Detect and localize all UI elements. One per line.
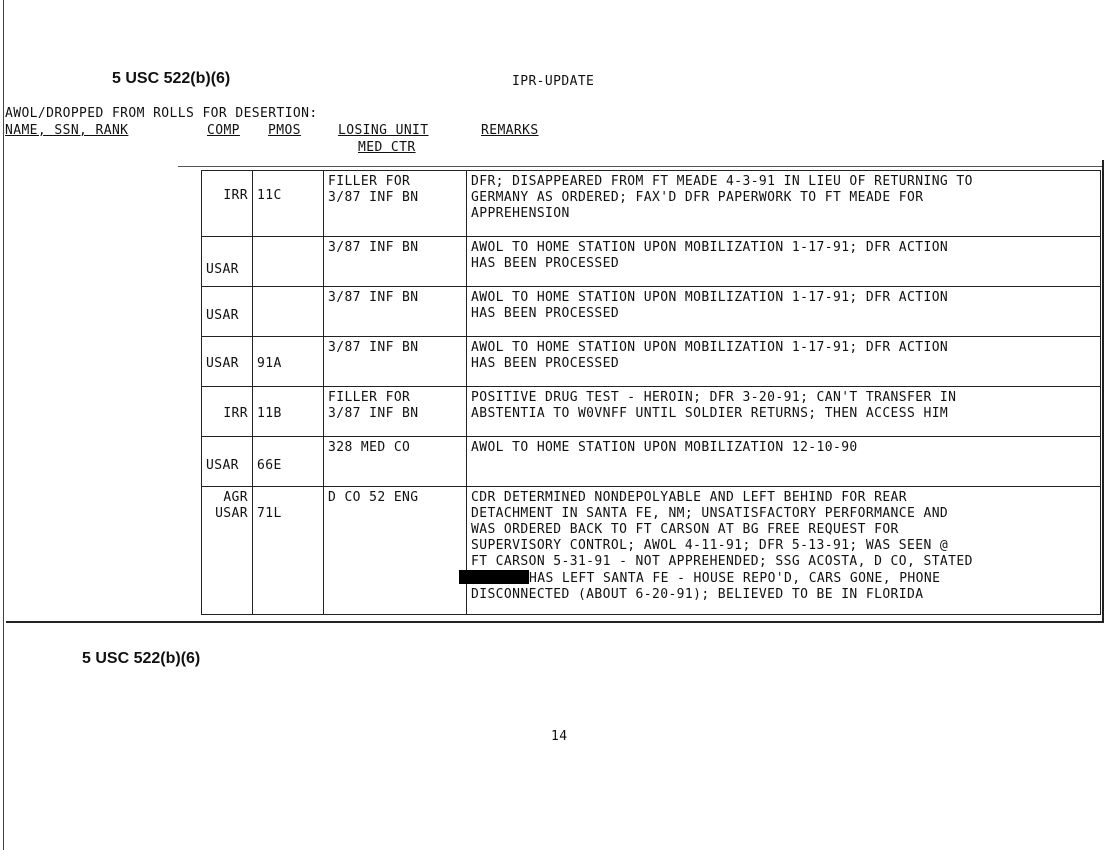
table-row [202, 437, 1101, 487]
comp-cell: AGR USAR [202, 487, 253, 615]
column-header-pmos: PMOS [268, 123, 301, 138]
losing-unit-cell: 328 MED CO [324, 437, 467, 487]
pmos-cell: 66E [253, 437, 324, 487]
column-header-losing-unit: LOSING UNIT [338, 123, 429, 138]
comp-cell: USAR [202, 337, 253, 387]
pmos-cell: 91A [253, 337, 324, 387]
table-row [202, 487, 1101, 615]
page-number: 14 [551, 729, 568, 744]
table-row [202, 237, 1101, 287]
pmos-cell: 11C [253, 171, 324, 237]
column-header-remarks: REMARKS [481, 123, 539, 138]
table-top-rule [178, 166, 1102, 167]
pmos-cell [253, 237, 324, 287]
table-row [202, 337, 1101, 387]
remarks-cell: AWOL TO HOME STATION UPON MOBILIZATION 12-10-90 [467, 437, 1101, 487]
remarks-cell: AWOL TO HOME STATION UPON MOBILIZATION 1-17-91; DFR ACTION HAS BEEN PROCESSED [467, 337, 1101, 387]
losing-unit-cell: FILLER FOR 3/87 INF BN [324, 171, 467, 237]
remarks-cell: CDR DETERMINED NONDEPOLYABLE AND LEFT BEHIND FOR REAR DETACHMENT IN SANTA FE, NM; UNSATISFACTORY PERFORMANCE AND WAS ORDERED BACK TO FT CARSON AT BG FREE REQUEST FOR SUPERVISORY CONTROL; AWOL 4-11-91; DFR 5-13-91; WAS SEEN @ FT CARSON 5-31-91 - NOT APPREHENDED; SSG ACOSTA, D CO, STATED HAS LEFT SANTA FE - HOUSE REPO'D, CARS GONE, PHONE DISCONNECTED (ABOUT 6-20-91); BELIEVED TO BE IN FLORIDA [467, 487, 1101, 615]
exemption-label-top: 5 USC 522(b)(6) [112, 70, 231, 87]
pmos-cell: 11B [253, 387, 324, 437]
comp-cell: IRR [202, 387, 253, 437]
column-header-med-ctr: MED CTR [358, 140, 416, 155]
remarks-cell: DFR; DISAPPEARED FROM FT MEADE 4-3-91 IN LIEU OF RETURNING TO GERMANY AS ORDERED; FAX'D DFR PAPERWORK TO FT MEADE FOR APPREHENSION [467, 171, 1101, 237]
section-title: AWOL/DROPPED FROM ROLLS FOR DESERTION: [5, 106, 318, 121]
comp-cell: USAR [202, 437, 253, 487]
awol-records-table [201, 170, 1101, 615]
pmos-cell: 71L [253, 487, 324, 615]
column-header-comp: COMP [207, 123, 240, 138]
comp-cell: IRR [202, 171, 253, 237]
table-row [202, 171, 1101, 237]
losing-unit-cell: D CO 52 ENG [324, 487, 467, 615]
column-header-name: NAME, SSN, RANK [5, 123, 129, 138]
remarks-cell: POSITIVE DRUG TEST - HEROIN; DFR 3-20-91; CAN'T TRANSFER IN ABSTENTIA TO W0VNFF UNTIL SOLDIER RETURNS; THEN ACCESS HIM [467, 387, 1101, 437]
exemption-label-bottom: 5 USC 522(b)(6) [82, 650, 201, 667]
redaction-block [459, 570, 529, 584]
pmos-cell [253, 287, 324, 337]
left-margin-rule [3, 0, 4, 850]
comp-cell: USAR [202, 237, 253, 287]
remarks-cell: AWOL TO HOME STATION UPON MOBILIZATION 1-17-91; DFR ACTION HAS BEEN PROCESSED [467, 287, 1101, 337]
losing-unit-cell: 3/87 INF BN [324, 287, 467, 337]
comp-cell: USAR [202, 287, 253, 337]
losing-unit-cell: FILLER FOR 3/87 INF BN [324, 387, 467, 437]
losing-unit-cell: 3/87 INF BN [324, 337, 467, 387]
remarks-cell: AWOL TO HOME STATION UPON MOBILIZATION 1-17-91; DFR ACTION HAS BEEN PROCESSED [467, 237, 1101, 287]
losing-unit-cell: 3/87 INF BN [324, 237, 467, 287]
document-title: IPR-UPDATE [512, 74, 595, 89]
table-row [202, 387, 1101, 437]
table-row [202, 287, 1101, 337]
